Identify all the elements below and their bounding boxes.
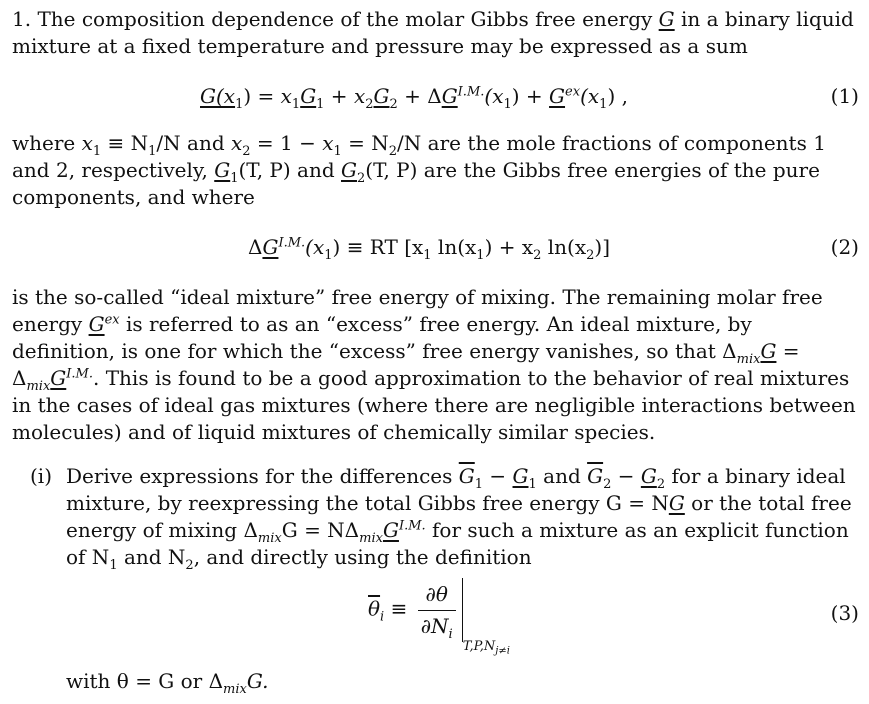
definitions-paragraph: where $x_1 \equiv N_1/N$ and $x_2 = 1 - x_1 = N_2/N$ are the mole fractions of components 1 and 2, respectively, $G_1(T$, P) and $G_2(T$, P) are the Gibbs free energies of the pure components, and where [12,131,826,209]
item-text: Derive expressions for the differences $\overline{G}_1 - G_1$ and $\overline{G}_2 - G_2$ for a binary ideal mixture, by reexpressing the total Gibbs free energy G = NG or the total free energy of mixing $\Delta_{mix}G = N\Delta_{mix}G^{I.M.}$ for such a mixture as an explicit function of $N_1$ and $N_2$, and directly using the definition [66,464,852,573]
equation-2: $\Delta G^{I.M.}(x_1)$ ≡ RT [$x_1$ $\ln(x_1) + x_2$ $\ln(x_2)$] (2) [248,235,859,263]
with-line: with θ = G or $\Delta_{mix}G$. [66,669,269,697]
equation-3: $\overline{\theta}_i$ ≡ $\frac{\partial\theta}{\partial N_i}$ $T,P,N_{j\ne i}$ (3) [0,578,869,658]
equation-number-3: (3) [830,601,859,625]
equation-number-2: (2) [830,235,859,259]
equation-1: $G(x_1) = x_1G_1 + x_2G_2 + \Delta G^{I.M.}(x_1) + G^{ex}(x_1)$ , (1) [200,84,859,112]
partial-derivative-fraction: $\frac{\partial\theta}{\partial N_i}$ [418,581,456,640]
equation-number-1: (1) [830,84,859,108]
molar-gibbs-symbol: G [658,7,675,31]
ideal-mixture-paragraph: is the so-called “ideal mixture” free energy of mixing. The remaining molar free energy $G^{ex}$ is referred to as an “excess” free energy. An ideal mixture, by definition, is one for which the “excess” free energy vanishes, so that $\Delta_{mix}G = \Delta_{mix}G^{I.M.}$. This is found to be a good approximation to the behavior of real mixtures in the cases of ideal gas mixtures (where there are negligible interactions between molecules) and of liquid mixtures of chemically similar species. [12,285,856,444]
question-item-i [30,463,860,573]
intro-paragraph: 1. The composition dependence of the molar Gibbs free energy G in a binary liquid mixture at a fixed temperature and pressure may be expressed as a sum [12,7,854,58]
item-label: (i) [30,464,53,488]
